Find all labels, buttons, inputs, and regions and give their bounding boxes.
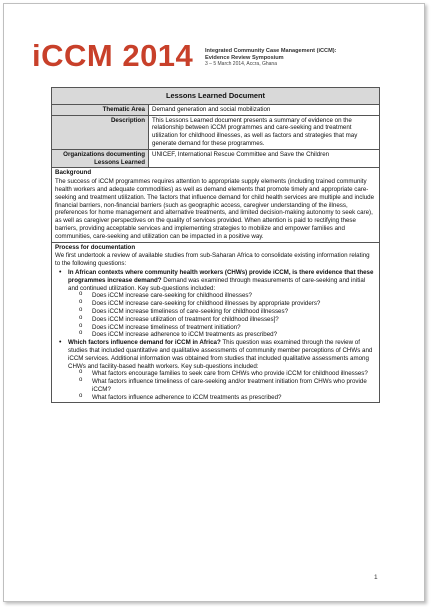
row-label: Description	[52, 115, 149, 149]
row-label: Thematic Area	[52, 104, 149, 115]
list-item: o What factors encourage families to seek care from CHWs who provide iCCM for childhood illnesses?	[92, 370, 376, 378]
table-row	[52, 115, 380, 149]
row-value: This Lessons Learned document presents a summary of evidence on the relationship between iCCM programmes and care-seeking and treatment utilization for childhood illnesses, as well as factors and strategies that may generate demand for these programmes.	[149, 115, 380, 149]
event-info	[205, 48, 405, 68]
process-heading: Process for documentation	[55, 243, 136, 251]
document-title: Lessons Learned Document	[52, 88, 380, 105]
event-date-location: 3 – 5 March 2014, Accra, Ghana	[205, 61, 277, 68]
table-row	[52, 149, 380, 168]
event-title-line2: Evidence Review Symposium	[205, 54, 284, 61]
list-item	[68, 339, 376, 401]
process-intro: We first undertook a review of available studies from sub-Saharan Africa to consolidate existing information relating to the following questions:	[55, 252, 370, 268]
list-item: o Does iCCM increase adherence to iCCM treatments as prescribed?	[92, 331, 376, 339]
background-heading: Background	[55, 169, 92, 177]
background-text: The success of iCCM programmes requires attention to appropriate supply elements (including trained community health workers and adequate commodities) as well as demand elements that promote timely and appropriate care-seeking and treatment utilization. The factors that influence demand for child health services are multiple and include financial barriers, non-financial barriers (such as geographic access, caregiver understanding of the illness, preferences for home management and alternative treatments, and limited decision-making autonomy to seek care), as well as caregiver perspectives on the quality of services provided. When attention is paid to rectifying these barriers, providing acceptable services and implementing strategies to mobilize and empower families and communities, care-seeking and utilization can be impacted in a positive way.	[55, 178, 375, 240]
document-page	[3, 3, 425, 602]
list-item: o Does iCCM increase timeliness of treatment initiation?	[92, 324, 376, 332]
list-item	[68, 269, 376, 339]
row-value: Demand generation and social mobilization	[149, 104, 380, 115]
question-1-rest: Demand was examined through measurements of care-seeking and initial and continued utilization. Key sub-questions included:	[68, 276, 366, 292]
process-section	[52, 242, 380, 403]
question-1-bold: In African contexts where community health workers (CHWs) provide iCCM, is there evidence that these programmes increase demand?	[68, 268, 374, 284]
lessons-learned-table	[51, 87, 380, 403]
list-item: o What factors influence timeliness of care-seeking and/or treatment initiation from CHWs who provide iCCM?	[92, 378, 376, 394]
brand-logo: iCCM 2014	[32, 38, 194, 73]
question-2-rest: This question was examined through the review of studies that included quantitative and qualitative assessments of community member perceptions of CHWs and iCCM services. Additional information was obtained from studies that included qualitative assessments among CHWs and facility-based health workers. Key sub-questions included:	[68, 339, 373, 370]
list-item: o What factors influence adherence to iCCM treatments as prescribed?	[92, 394, 376, 402]
list-item: o Does iCCM increase care-seeking for childhood illnesses by appropriate providers?	[92, 300, 376, 308]
question-2-bold: Which factors influence demand for iCCM in Africa?	[68, 339, 221, 347]
row-value: UNICEF, International Rescue Committee and Save the Children	[149, 149, 380, 168]
background-section	[52, 168, 380, 242]
table-row	[52, 104, 380, 115]
page-number: 1	[374, 574, 378, 581]
list-item: o Does iCCM increase timeliness of care-seeking for childhood illnesses?	[92, 308, 376, 316]
sub-question-list	[68, 292, 376, 339]
event-title-line1: Integrated Community Case Management (iCCM):	[205, 48, 337, 54]
sub-question-list	[68, 370, 376, 401]
row-label: Organizations documenting Lessons Learned	[52, 149, 149, 168]
question-list	[55, 269, 376, 402]
list-item: o Does iCCM increase utilization of treatment for childhood illnesses]?	[92, 316, 376, 324]
list-item: o Does iCCM increase care-seeking for childhood illnesses?	[92, 292, 376, 300]
